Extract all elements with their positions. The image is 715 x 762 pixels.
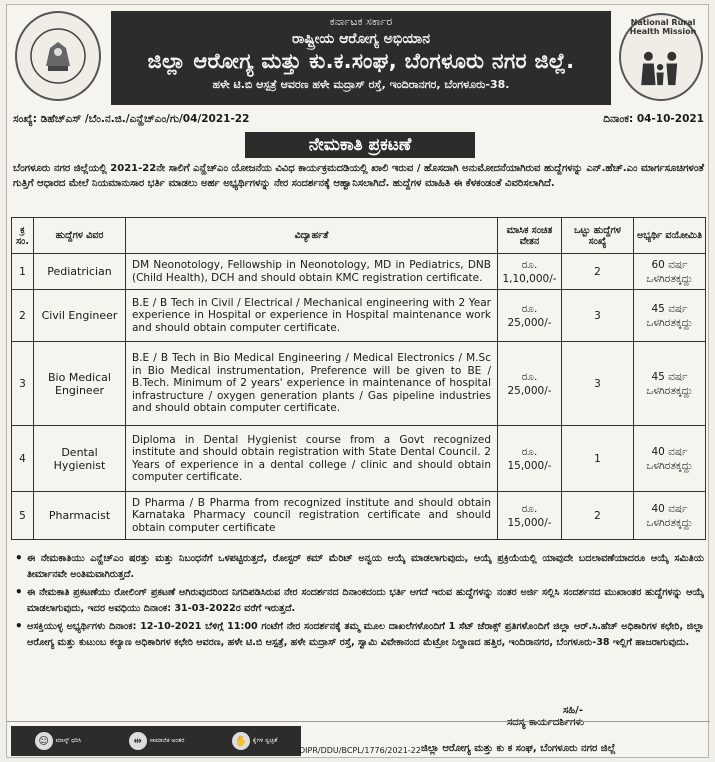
- row-count: 1: [562, 426, 634, 492]
- row-pay: [498, 254, 562, 290]
- row-sl: 5: [12, 492, 34, 540]
- row-post: Pediatrician: [34, 254, 126, 290]
- row-sl: 4: [12, 426, 34, 492]
- note-item: • ಈ ನೇಮಕಾತಿ ಪ್ರಕಟಣೆಯು ರೋಲಿಂಗ್ ಪ್ರಕಟಣೆ ಆಗಿರುವುದರಿಂದ ನಿಗದಿಪಡಿಸಿರುವ ನೇರ ಸಂದರ್ಶನದ ದಿನಾಂಕದಂದು ಭರ್ತಿ ಆಗದೆ ಇರುವ ಹುದ್ದೆಗಳನ್ನು ನಂತರ ಅರ್ಜಿ ಸಲ್ಲಿಸಿ ಸಂದರ್ಶನದ ಮುಖಾಂತರ ಹುದ್ದೆಗಳನ್ನು ಆಯ್ಕೆ ಮಾಡಲಾಗುವುದು, ಇದರ ಅವಧಿಯು ದಿನಾಂಕ: 31-03-2022ರ ವರೆಗೆ ಇರುತ್ತದೆ.: [13, 585, 704, 616]
- table-row: [12, 342, 706, 426]
- row-pay: [498, 492, 562, 540]
- row-qualification: D Pharma / B Pharma from recognized institute and should obtain Karnataka Pharmacy council registration certificate and should obtain computer certificate: [126, 492, 498, 540]
- distance-icon: ⇹: [129, 732, 147, 750]
- row-age: [634, 254, 706, 290]
- pay-amount: 25,000/-: [507, 384, 552, 397]
- nrhm-logo-text: National Rural Health Mission: [629, 18, 697, 36]
- age-limit: 60 ವರ್ಷ: [651, 258, 688, 271]
- notice-header: [7, 5, 710, 109]
- handwash-icon: ✋: [232, 732, 250, 750]
- age-note: ಒಳಗಿರತಕ್ಕದ್ದು: [646, 459, 693, 472]
- footer-department: ಜಿಲ್ಲಾ ಆರೋಗ್ಯ ಮತ್ತು ಕು ಕ ಸಂಘ, ಬೆಂಗಳೂರು ನಗರ ಜಿಲ್ಲೆ: [421, 743, 616, 754]
- signature-designation: ಸದಸ್ಯ ಕಾರ್ಯದರ್ಶಿಗಳು: [507, 717, 585, 728]
- dipr-code: DIPR/DDU/BCPL/1776/2021-22: [299, 746, 421, 755]
- notice-title: ನೇಮಕಾತಿ ಪ್ರಕಟಣೆ: [245, 132, 475, 158]
- handwash-item: [232, 732, 278, 750]
- row-post: Civil Engineer: [34, 290, 126, 342]
- row-sl: 2: [12, 290, 34, 342]
- row-count: 3: [562, 342, 634, 426]
- pay-amount: 1,10,000/-: [502, 272, 557, 285]
- row-sl: 1: [12, 254, 34, 290]
- office-title: ಜಿಲ್ಲಾ ಆರೋಗ್ಯ ಮತ್ತು ಕು.ಕ.ಸಂಘ, ಬೆಂಗಳೂರು ನಗರ ಜಿಲ್ಲೆ.: [147, 49, 575, 73]
- row-qualification: B.E / B Tech in Bio Medical Engineering / Medical Electronics / M.Sc in Bio Medical instrumentation, Preference will be given to BE / B.Tech. Minimum of 2 years' experience in maintenance of hospital infrastructure / oxygen generation plants / Gas pipeline industries and should obtain computer certificate.: [126, 342, 498, 426]
- karnataka-emblem-logo: [15, 11, 101, 101]
- pay-currency: ರೂ.: [521, 302, 538, 315]
- row-post: Pharmacist: [34, 492, 126, 540]
- nhm-line: ರಾಷ್ಟ್ರೀಯ ಆರೋಗ್ಯ ಅಭಿಯಾನ: [291, 31, 431, 47]
- notes-list: [13, 551, 704, 653]
- table-row: [12, 426, 706, 492]
- age-note: ಒಳಗಿರತಕ್ಕದ್ದು: [646, 316, 693, 329]
- table-header-row: [12, 218, 706, 254]
- table-row: [12, 254, 706, 290]
- row-count: 2: [562, 492, 634, 540]
- row-count: 2: [562, 254, 634, 290]
- age-limit: 45 ವರ್ಷ: [651, 370, 688, 383]
- handwash-label: ಕೈಗಳ ಸ್ವಚ್ಛತೆ: [252, 737, 278, 744]
- age-note: ಒಳಗಿರತಕ್ಕದ್ದು: [646, 516, 693, 529]
- reference-number: ಸಂಖ್ಯೆ: ಡಿಹೆಚ್ಎಸ್ /ಬೆಂ.ನ.ಜಿ./ಎನ್ಹೆಚ್ಎಂ/ಗು/04/2021-22: [13, 113, 250, 125]
- age-limit: 40 ವರ್ಷ: [651, 445, 688, 458]
- row-post: Bio Medical Engineer: [34, 342, 126, 426]
- row-qualification: Diploma in Dental Hygienist course from a Govt recognized institute and should obtain registration with State Dental Council. 2 Years of experience in a dental college / clinic and should obtain computer certificate.: [126, 426, 498, 492]
- row-count: 3: [562, 290, 634, 342]
- row-qualification: DM Neonotology, Fellowship in Neonotology, MD in Pediatrics, DNB (Child Health), DCH and should obtain KMC registration certificate.: [126, 254, 498, 290]
- col-count: ಒಟ್ಟು ಹುದ್ದೆಗಳ ಸಂಖ್ಯೆ: [562, 218, 634, 254]
- distance-label: ಸಾಮಾಜಿಕ ಅಂತರ: [149, 737, 185, 744]
- mask-item: [35, 732, 82, 750]
- signature-sd: ಸಹಿ/-: [563, 705, 583, 716]
- pay-amount: 15,000/-: [507, 459, 552, 472]
- row-pay: [498, 342, 562, 426]
- row-pay: [498, 426, 562, 492]
- mask-icon: ☺: [35, 732, 53, 750]
- col-qualification: ವಿದ್ಯಾರ್ಹತೆ: [126, 218, 498, 254]
- vacancy-table: [11, 217, 706, 540]
- emblem-icon: [28, 26, 88, 86]
- row-age: [634, 426, 706, 492]
- row-age: [634, 290, 706, 342]
- header-banner: [111, 11, 611, 105]
- table-row: [12, 290, 706, 342]
- covid-icons-strip: [11, 726, 301, 756]
- footer: [7, 721, 710, 759]
- age-limit: 40 ವರ್ಷ: [651, 502, 688, 515]
- col-sl: ಕ್ರ ಸಂ.: [12, 218, 34, 254]
- reference-row: [13, 113, 704, 129]
- intro-paragraph: ಬೆಂಗಳೂರು ನಗರ ಜಿಲ್ಲೆಯಲ್ಲಿ 2021-22ನೇ ಸಾಲಿಗೆ ಎನ್ಹೆಚ್ಎಂ ಯೋಜನೆಯ ವಿವಿಧ ಕಾರ್ಯಕ್ರಮದಡಿಯಲ್ಲಿ ಖಾಲಿ ಇರುವ / ಹೊಸದಾಗಿ ಅನುಮೋದನೆಯಾಗಿರುವ ಹುದ್ದೆಗಳನ್ನು ಎನ್.ಹೆಚ್.ಎಂ ಮಾರ್ಗಸೂಚಿಗಳಂತೆ ಗುತ್ತಿಗೆ ಆಧಾರದ ಮೇಲೆ ನಿಯಮಾನುಸಾರ ಭರ್ತಿ ಮಾಡಲು ಅರ್ಹ ಅಭ್ಯರ್ಥಿಗಳನ್ನು ನೇರ ಸಂದರ್ಶನಕ್ಕೆ ಆಹ್ವಾನಿಸಲಾಗಿದೆ. ಹುದ್ದೆಗಳ ಮಾಹಿತಿ ಈ ಕೆಳಕಂಡಂತೆ ವಿವರಿಸಲಾಗಿದೆ.: [13, 163, 704, 189]
- age-limit: 45 ವರ್ಷ: [651, 302, 688, 315]
- row-age: [634, 342, 706, 426]
- govt-line: ಕರ್ನಾಟಕ ಸರ್ಕಾರ: [329, 15, 393, 28]
- distance-item: [129, 732, 185, 750]
- row-qualification: B.E / B Tech in Civil / Electrical / Mechanical engineering with 2 Year experience in Hospital or experience in Hospital maintenance work and should obtain computer certificate.: [126, 290, 498, 342]
- row-age: [634, 492, 706, 540]
- office-address: ಹಳೇ ಟಿ.ಬಿ ಆಸ್ಪತ್ರೆ ಆವರಣ ಹಳೇ ಮದ್ರಾಸ್ ರಸ್ತೆ, ಇಂದಿರಾನಗರ, ಬೆಂಗಳೂರು-38.: [212, 78, 510, 91]
- family-icon: [634, 45, 688, 91]
- age-note: ಒಳಗಿರತಕ್ಕದ್ದು: [646, 272, 693, 285]
- col-age: ಅಭ್ಯರ್ಥಿ ವಯೋಮಿತಿ: [634, 218, 706, 254]
- pay-currency: ರೂ.: [521, 370, 538, 383]
- pay-currency: ರೂ.: [521, 445, 538, 458]
- age-note: ಒಳಗಿರತಕ್ಕದ್ದು: [646, 384, 693, 397]
- pay-currency: ರೂ.: [521, 502, 538, 515]
- notice-date: ದಿನಾಂಕ: 04-10-2021: [603, 113, 704, 125]
- row-sl: 3: [12, 342, 34, 426]
- row-pay: [498, 290, 562, 342]
- notice-page: [6, 4, 709, 758]
- col-post: ಹುದ್ದೆಗಳ ವಿವರ: [34, 218, 126, 254]
- pay-currency: ರೂ.: [521, 258, 538, 271]
- col-pay: ಮಾಸಿಕ ಸಂಚಿತ ವೇತನ: [498, 218, 562, 254]
- note-item: • ಈ ನೇಮಕಾತಿಯು ಎನ್ಹೆಚ್ಎಂ ಷರತ್ತು ಮತ್ತು ನಿಬಂಧನೆಗೆ ಒಳಪಟ್ಟಿರುತ್ತದೆ, ರೋಸ್ಟರ್ ಕಮ್ ಮೆರಿಟ್ ಅನ್ವಯ ಆಯ್ಕೆ ಮಾಡಲಾಗುವುದು, ಆಯ್ಕೆ ಪ್ರಕ್ರಿಯೆಯಲ್ಲಿ ಯಾವುದೇ ಬದಲಾವಣೆಯಾದರೂ ಆಯ್ಕೆ ಸಮಿತಿಯ ತೀರ್ಮಾನವೇ ಅಂತಿಮವಾಗಿರುತ್ತದೆ.: [13, 551, 704, 582]
- note-item: • ಆಸಕ್ತಿಯುಳ್ಳ ಅಭ್ಯರ್ಥಿಗಳು ದಿನಾಂಕ: 12-10-2021 ಬೆಳಿಗ್ಗೆ 11:00 ಗಂಟೆಗೆ ನೇರ ಸಂದರ್ಶನಕ್ಕೆ ತಮ್ಮ ಮೂಲ ದಾಖಲೆಗಳೊಂದಿಗೆ 1 ಸೆಟ್ ಜೆರಾಕ್ಸ್ ಪ್ರತಿಗಳೊಂದಿಗೆ ಜಿಲ್ಲಾ ಆರ್.ಸಿ.ಹೆಚ್ ಅಧಿಕಾರಿಗಳ ಕಛೇರಿ, ಜಿಲ್ಲಾ ಆರೋಗ್ಯ ಮತ್ತು ಕುಟುಂಬ ಕಲ್ಯಾಣ ಅಧಿಕಾರಿಗಳ ಕಛೇರಿ ಆವರಣ, ಹಳೇ ಟಿ.ಬಿ ಆಸ್ಪತ್ರೆ, ಹಳೇ ಮದ್ರಾಸ್ ರಸ್ತೆ, ಸ್ವಾಮಿ ವಿವೇಕಾನಂದ ಮೆಟ್ರೋ ನಿಲ್ದಾಣದ ಹತ್ತಿರ, ಇಂದಿರಾನಗರ, ಬೆಂಗಳೂರು-38 ಇಲ್ಲಿಗೆ ಹಾಜರಾಗುವುದು.: [13, 619, 704, 650]
- pay-amount: 15,000/-: [507, 516, 552, 529]
- nrhm-logo: [619, 13, 703, 101]
- row-post: Dental Hygienist: [34, 426, 126, 492]
- pay-amount: 25,000/-: [507, 316, 552, 329]
- table-row: [12, 492, 706, 540]
- mask-label: ಮಾಸ್ಕ್ ಧರಿಸಿ: [55, 737, 82, 744]
